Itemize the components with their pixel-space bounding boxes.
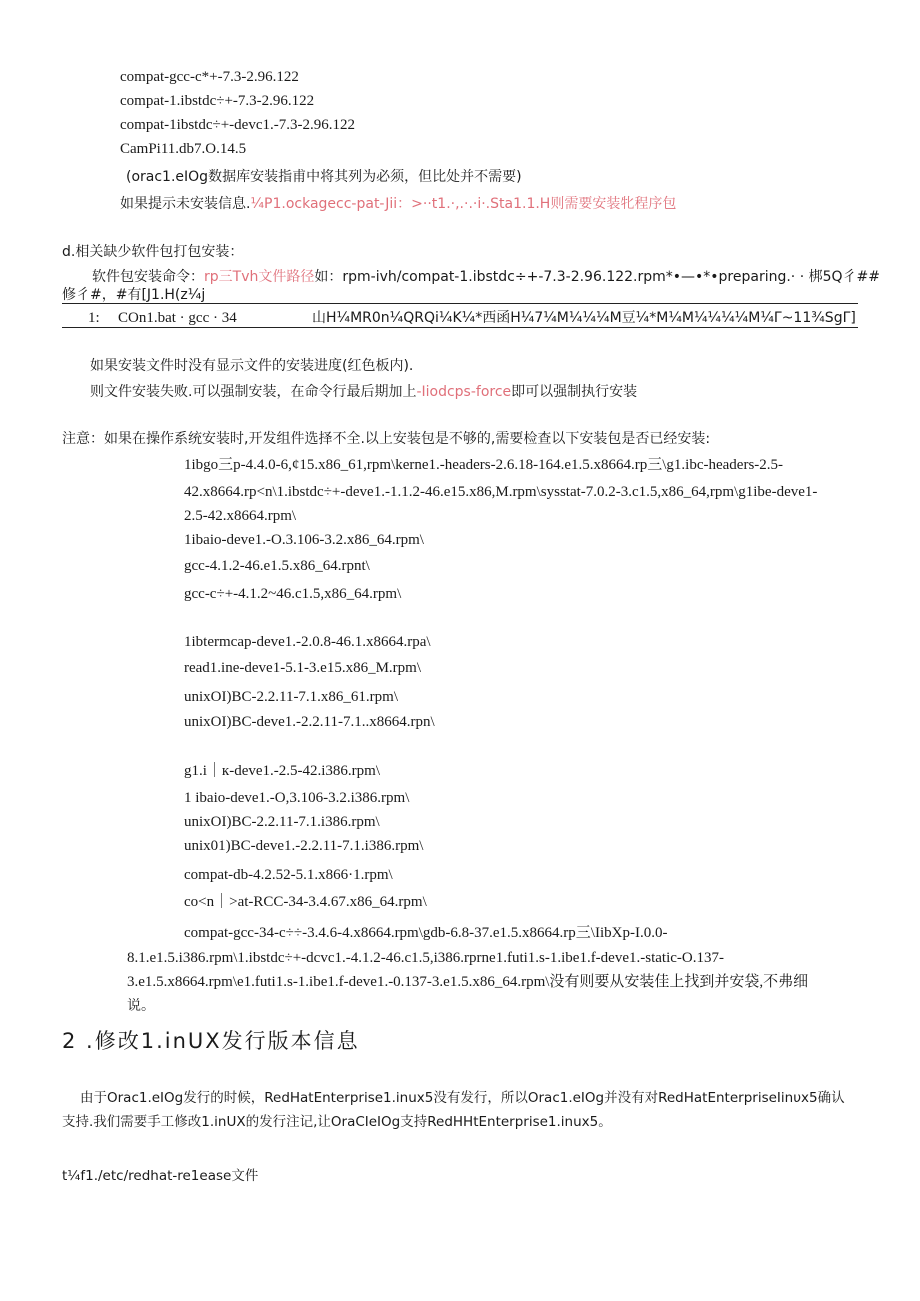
package-list-line: co<n｜>at-RCC-34-3.4.67.x86_64.rpm\ [184, 894, 427, 910]
force-install-flag: -Iiodcps-force [416, 384, 512, 400]
progress-package: COn1.bat · gcc · 34 [118, 310, 237, 326]
package-list-line: unixOI)BC-deve1.-2.2.11-7.1..x8664.rpn\ [184, 714, 435, 730]
prompt-line [120, 195, 676, 213]
package-list-line: 1ibtermcap-deve1.-2.0.8-46.1.x8664.rpa\ [184, 634, 431, 650]
package-list-line: compat-gcc-34-c÷÷-3.4.6-4.x8664.rpm\gdb-6.8-37.e1.5.x8664.rp三\IibXp-I.0.0- [184, 925, 668, 941]
package-line: compat-1.ibstdc÷+-7.3-2.96.122 [120, 93, 315, 109]
package-list-line: 3.e1.5.x8664.rpm\e1.futi1.s-1.ibe1.f-deve1.-0.137-3.e1.5.x86_64.rpm\没有则要从安装佳上找到并安袋,不弗细 [127, 974, 809, 990]
body-paragraph-line: 支持.我们需要手工修改1.inUX的发行注记,让OraCIeIOg支持RedHHtEnterprise1.inux5。 [62, 1114, 612, 1130]
notice-line: 注意：如果在操作系统安装时,开发组件选择不全.以上安装包是不够的,需要检查以下安装包是否已经安装: [62, 431, 711, 447]
section-d-title: d.相关缺少软件包打包安装： [62, 244, 244, 260]
progress-bar-text: 山H¼MR0n¼QRQi¼K¼*西函H¼7¼M¼¼¼M豆¼*M¼M¼¼¼¼M¼Γ~11¾SgΓ] [312, 310, 856, 326]
package-list-line: compat-db-4.2.52-5.1.x866·1.rpm\ [184, 867, 393, 883]
package-line: compat-gcc-c*+-7.3-2.96.122 [120, 69, 299, 85]
force-install-tail: 即可以强制执行安装 [511, 384, 638, 400]
package-list-line: read1.ine-deve1-5.1-3.e15.x86_M.rpm\ [184, 660, 422, 676]
body-paragraph-line: 由于Orac1.eIOg发行的时候，RedHatEnterprise1.inux5没有发行，所以Orac1.eIOg并没有对RedHatEnterpriseIinυx5确认 [80, 1090, 845, 1106]
package-list-line: 1ibgo三p-4.4.0-6,¢15.x86_61,rpm\kerne1.-headers-2.6.18-164.e1.5.x8664.rp三\g1.ibc-headers-2.5- [184, 457, 784, 473]
package-list-line: 说。 [127, 998, 155, 1014]
prompt-package-name: ¼P1.ockagecc-pat-Jii：>··t1.·,.·.·i·.Sta1.1.H则需要安装牝程序包 [250, 196, 677, 212]
package-list-line: unixOI)BC-2.2.11-7.1.i386.rpm\ [184, 814, 380, 830]
package-list-line: unix01)BC-deve1.-2.2.11-7.1.i386.rpm\ [184, 838, 424, 854]
package-list-line: gcc-c÷+-4.1.2~46.c1.5,x86_64.rpm\ [184, 586, 402, 602]
install-command-line [92, 268, 880, 286]
package-list-line: gcc-4.1.2-46.e1.5.x86_64.rpnt\ [184, 558, 370, 574]
package-list-line: g1.i｜к-deve1.-2.5-42.i386.rpm\ [184, 763, 381, 779]
section-2-heading: 2 .修改1.inUX发行版本信息 [62, 1029, 360, 1053]
divider [62, 303, 858, 304]
install-command-example: 如：rpm-ivh/compat-1.ibstdc÷+-7.3-2.96.122.rpm*•—•*•preparing.· · 梆5Q彳## [314, 269, 880, 285]
force-install-line [90, 383, 637, 401]
package-line: compat-1ibstdc÷+-devc1.-7.3-2.96.122 [120, 117, 355, 133]
paragraph-line: 如果安装文件时没有显示文件的安装进度(红色板内). [90, 358, 414, 374]
note-line: (orac1.eIOg数据库安装指甫中将其列为必须，但比处并不需要) [126, 169, 522, 185]
install-command-syntax: rp三Tvh文件路径 [204, 269, 315, 285]
package-list-line: 8.1.e1.5.i386.rpm\1.ibstdc÷+-dcvc1.-4.1.2-46.c1.5,i386.rprne1.futi1.s-1.ibe1.f-deve1.-static-O.137- [127, 950, 724, 966]
package-list-line: 2.5-42.x8664.rpm\ [184, 508, 297, 524]
prompt-text: 如果提示未安装信息. [120, 196, 251, 212]
package-list-line: 1 ibaio-deve1.-O,3.106-3.2.i386.rpm\ [184, 790, 410, 806]
install-command-label: 软件包安装命令： [92, 269, 204, 285]
force-install-text: 则文件安装失败.可以强制安装，在命令行最后期加上 [90, 384, 417, 400]
package-list-line: unixOI)BC-2.2.11-7.1.x86_61.rpm\ [184, 689, 399, 705]
package-list-line: 1ibaio-deve1.-O.3.106-3.2.x86_64.rpm\ [184, 532, 424, 548]
body-paragraph-line: t¼f1./etc/redhat-re1ease文件 [62, 1168, 259, 1184]
divider [62, 327, 858, 328]
package-list-line: 42.x8664.rp<n\1.ibstdc÷+-deve1.-1.1.2-46.e15.x86,M.rpm\sysstat-7.0.2-3.c1.5,x86_64,rpm\g1ibe-deve1- [184, 484, 818, 500]
package-line: CamPi11.db7.O.14.5 [120, 141, 247, 157]
install-output-line: 修彳#，#有[J1.H(z¼j [62, 287, 206, 303]
progress-index: 1: [88, 310, 100, 326]
